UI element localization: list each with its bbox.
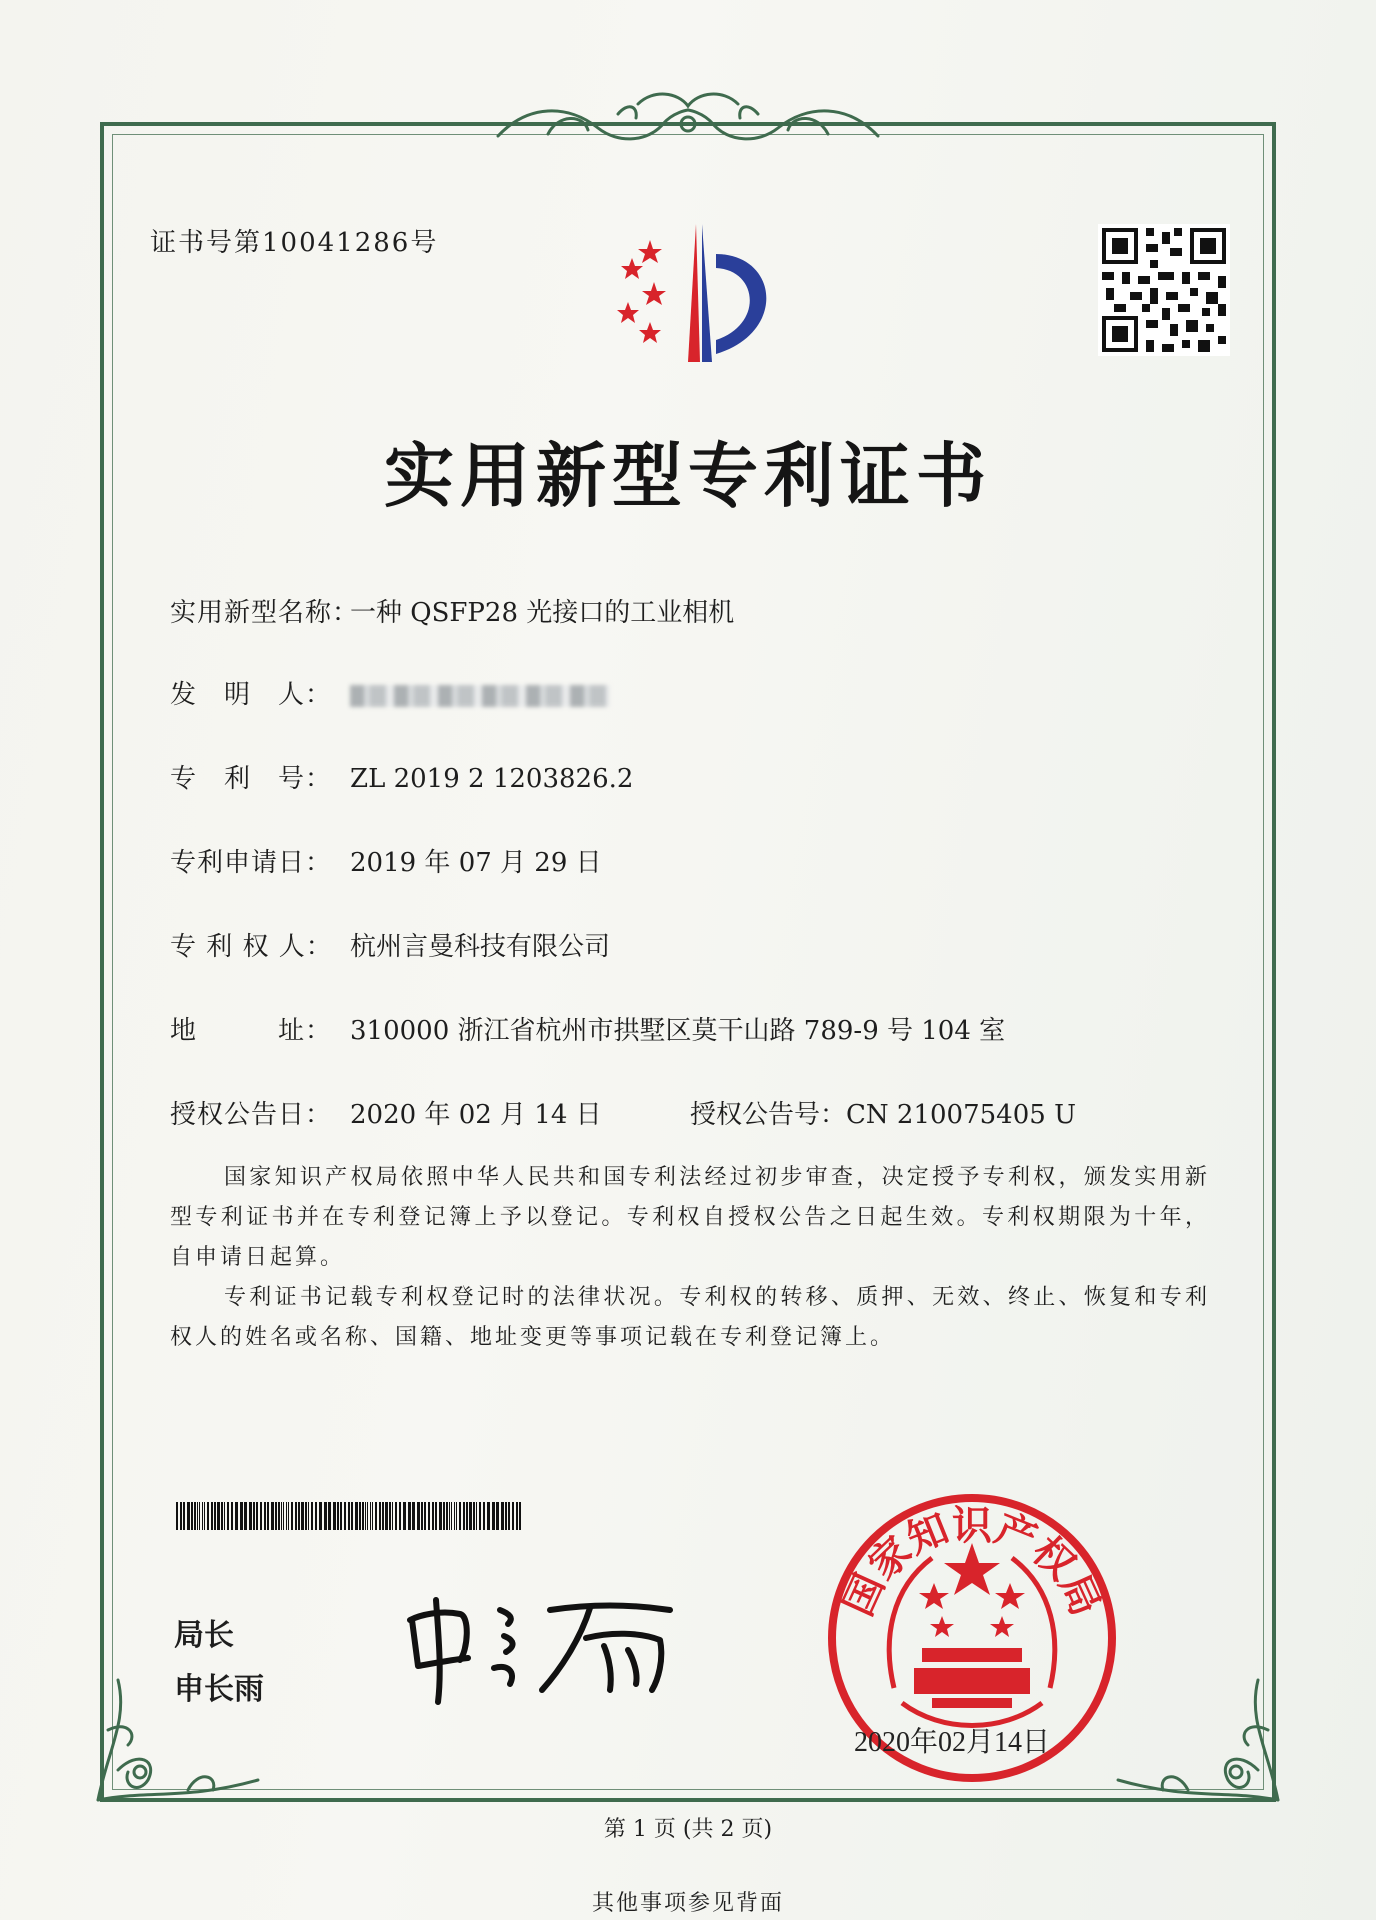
qr-code-icon (1098, 224, 1230, 356)
patent-number-row (170, 758, 633, 795)
field-value: 2020 年 02 月 14 日 (350, 1100, 602, 1130)
director-name: 申长雨 (174, 1672, 264, 1707)
footer-note: 其他事项参见背面 (591, 1891, 784, 1916)
director-signature-icon (390, 1580, 710, 1710)
field-label: 专利申请日： (170, 848, 333, 878)
field-label: 发 明 人： (170, 680, 333, 710)
inventor-row (170, 674, 610, 711)
field-value: 一种 QSFP28 光接口的工业相机 (350, 598, 735, 628)
field-label: 地 址： (170, 1016, 333, 1046)
patentee-row (170, 926, 610, 963)
field-value: 2019 年 07 月 29 日 (350, 848, 602, 878)
field-value: CN 210075405 U (846, 1100, 1076, 1130)
grant-statement-paragraph: 国家知识产权局依照中华人民共和国专利法经过初步审查，决定授予专利权，颁发实用新型专利证书并在专利登记簿上予以登记。专利权自授权公告之日起生效。专利权期限为十年，自申请日起算。 (170, 1165, 1210, 1270)
director-title: 局长 (174, 1618, 234, 1653)
certificate-number: 证书号第10041286号 (150, 228, 439, 258)
field-label: 专 利 权 人： (170, 932, 333, 962)
cnipa-logo-icon (588, 212, 798, 372)
document-title: 实用新型专利证书 (384, 434, 992, 517)
grant-date-row (170, 1094, 602, 1131)
seal-text: 国家知识产权局 (835, 1502, 1109, 1623)
field-label: 专 利 号： (170, 764, 333, 794)
field-value: ZL 2019 2 1203826.2 (350, 764, 634, 794)
top-ornament-icon (488, 84, 888, 158)
field-label: 授权公告号： (690, 1100, 847, 1130)
barcode-icon (176, 1502, 526, 1530)
field-value: 310000 浙江省杭州市拱墅区莫干山路 789-9 号 104 室 (350, 1016, 1006, 1046)
legal-status-paragraph: 专利证书记载专利权登记时的法律状况。专利权的转移、质押、无效、终止、恢复和专利权人的姓名或名称、国籍、地址变更等事项记载在专利登记簿上。 (170, 1285, 1210, 1350)
address-row (170, 1010, 1005, 1047)
grant-publication-number-row (690, 1094, 1076, 1131)
seal-date: 2020年02月14日 (854, 1727, 1051, 1758)
redacted-inventor-names (350, 685, 610, 707)
utility-model-name-row (170, 592, 734, 629)
field-label: 实用新型名称： (170, 598, 360, 628)
field-label: 授权公告日： (170, 1100, 333, 1130)
corner-ornament-icon (1098, 1650, 1288, 1810)
field-value: 杭州言曼科技有限公司 (350, 932, 611, 962)
page-number: 第 1 页 (共 2 页) (603, 1817, 773, 1842)
filing-date-row (170, 842, 602, 879)
